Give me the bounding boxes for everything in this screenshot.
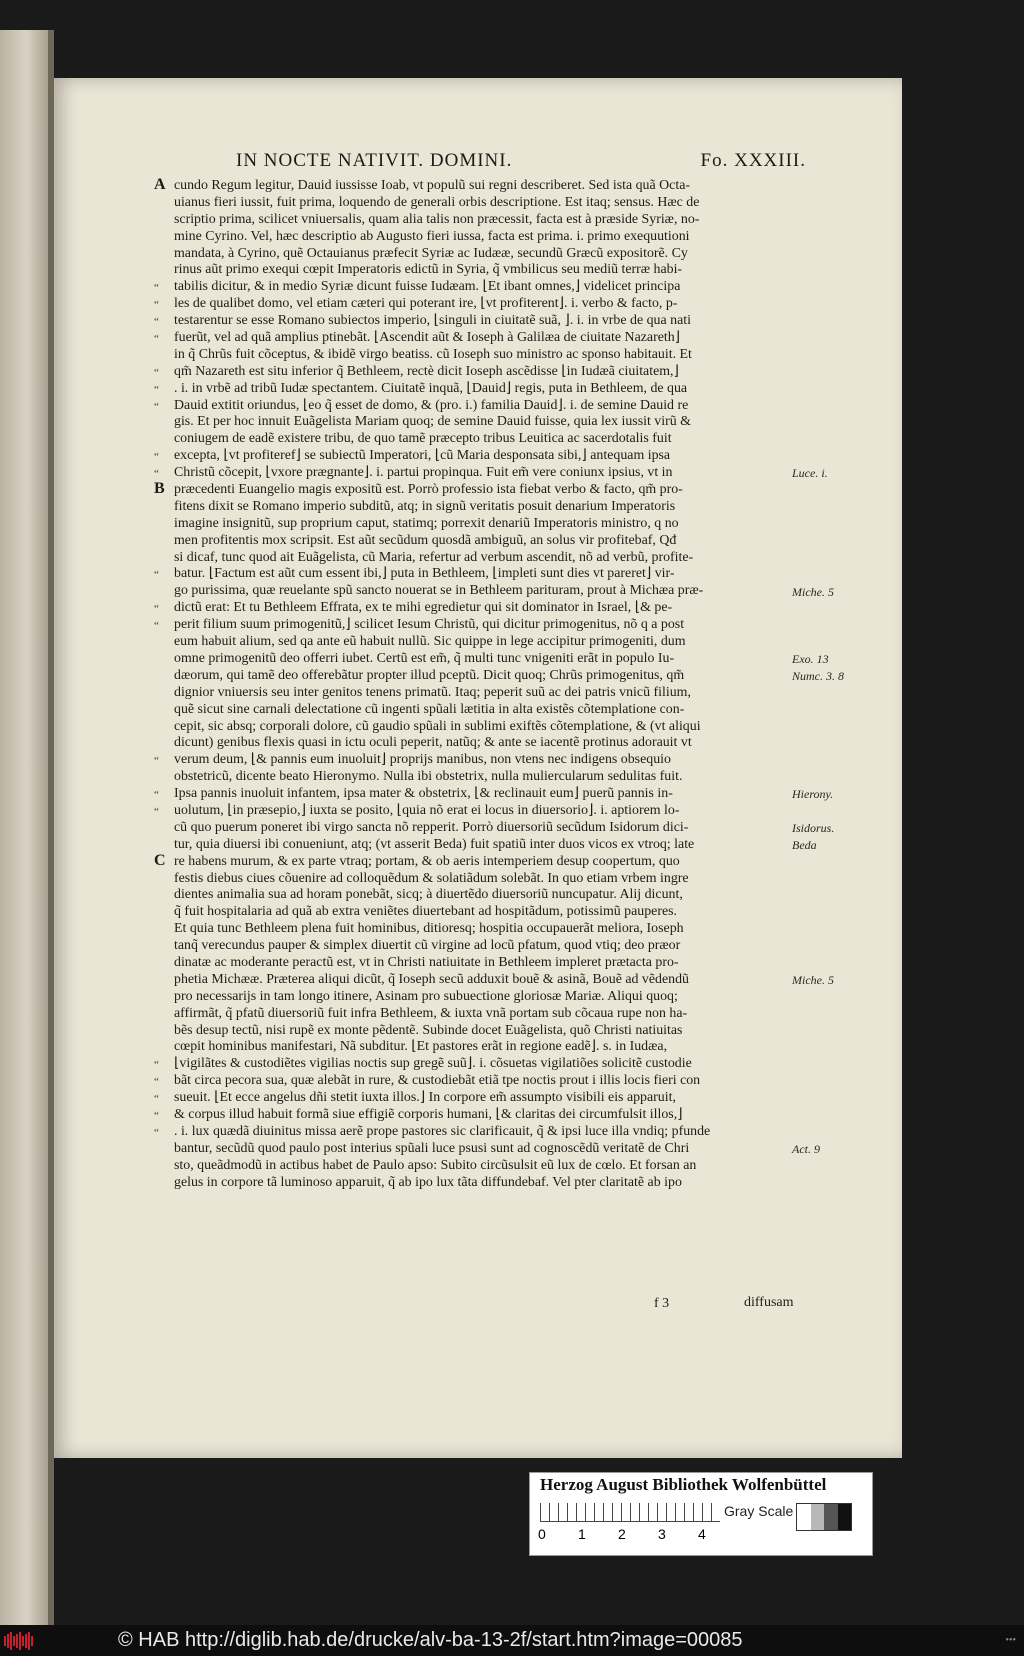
text-line: [116, 719, 766, 736]
quote-mark: “: [154, 1076, 159, 1089]
quote-mark: “: [154, 569, 159, 582]
marginal-note: Act. 9: [792, 1142, 820, 1157]
quote-mark: “: [154, 1126, 159, 1139]
text-line: [116, 398, 766, 415]
line-text: & corpus illud habuit formã siue effigiẽ corporis humani, ⌊& claritas dei circumfulsit illos,⌋: [174, 1106, 683, 1122]
line-text: excepta, ⌊vt profiteref⌋ se subiectũ Imperatori, ⌊cũ Maria desponsata sibi,⌋ antequam ipsa: [174, 448, 671, 464]
line-text: quẽ sicut sine carnali delectatione cũ ingenti spũali lætitia in alta existẽs cõtemplatione con-: [174, 701, 685, 717]
ruler-number: 2: [618, 1526, 626, 1542]
text-line: [116, 851, 766, 871]
text-line: [116, 769, 766, 786]
text-line: [116, 921, 766, 938]
text-line: [116, 752, 766, 769]
text-line: [116, 516, 766, 533]
quote-mark: “: [154, 1093, 159, 1106]
logo-bar: [31, 1636, 33, 1646]
text-line: [116, 465, 766, 482]
text-line: [116, 262, 766, 279]
line-text: men profitentis mox scripsit. Est aũt secũdum quosdã ambiguũ, an solus vir profitebaf, Qđ: [174, 532, 677, 548]
text-line: [116, 600, 766, 617]
logo-bar: [16, 1634, 18, 1648]
marginal-note: Exo. 13: [792, 652, 829, 667]
logo-bar: [7, 1634, 9, 1648]
gray-swatch: [838, 1504, 852, 1530]
quote-mark: “: [154, 451, 159, 464]
text-line: [116, 955, 766, 972]
line-text: coniugem de eadẽ existere tribu, de quo tamẽ præcepto tribus Leuitica ac sacerdotalis fuit: [174, 431, 672, 447]
logo-bar: [10, 1632, 12, 1650]
line-text: tanq̃ verecundus pauper & simplex diuertit cũ virgine ad locũ pfatum, quod vtiq; deo præor: [174, 938, 681, 954]
line-text: q̃ fuit hospitalaria ad quã ab extra veniẽtes diuertebant ad hospitãdum, potissimũ pauperes.: [174, 904, 678, 920]
line-text: cœpit hominibus manifestari, Nã subditur. ⌊Et pastores erãt in regione eadẽ⌋. s. in Iudæa,: [174, 1039, 668, 1055]
text-line: [116, 347, 766, 364]
line-text: bẽs desup tectũ, nisi rupẽ ex monte pẽdentẽ. Subinde docet Euãgelista, quõ Christi natiuitas: [174, 1022, 683, 1038]
marginal-note: Hierony.: [792, 787, 834, 802]
quote-mark: “: [154, 366, 159, 379]
text-line: [116, 1056, 766, 1073]
text-line: [116, 550, 766, 567]
logo-bar: [28, 1632, 30, 1650]
text-line: [116, 803, 766, 820]
line-text: tur, quia diuersi ibi conueniunt, atq; (vt asserit Beda) fuit spatiũ inter duos vicos ex vtroq; late: [174, 836, 695, 852]
line-text: perit filium suum primogenitũ,⌋ scilicet Iesum Christũ, qui dicitur primogenitus, nõ q a post: [174, 617, 685, 633]
section-letter: A: [154, 176, 166, 193]
line-text: ⌊vigilãtes & custodiẽtes vigilias noctis sup gregẽ suũ⌋. i. cõsuetas vigilatiões solicitẽ custodie: [174, 1056, 692, 1072]
text-line: [116, 1158, 766, 1175]
line-text: les de qualibet domo, vel etiam cæteri qui poterant ire, ⌊vt profiterent⌋. i. verbo & facto, p-: [174, 296, 678, 312]
line-text: . i. in vrbẽ ad tribũ Iudæ spectantem. Ciuitatẽ inquã, ⌊Dauid⌋ regis, puta in Bethleem, de qua: [174, 380, 688, 396]
line-text: bantur, secũdũ quod paulo post interius spũali luce psusi sunt ad cognoscẽdũ veritatẽ de Chri: [174, 1140, 690, 1156]
hab-logo-icon: [4, 1629, 48, 1653]
text-line: [116, 685, 766, 702]
text-line: [116, 364, 766, 381]
line-text: uianus fieri iussit, fuit prima, loquendo de generali orbis descriptione. Est itaq; sensus. Hæc de: [174, 194, 700, 210]
text-line: [116, 702, 766, 719]
line-text: dignior vniuersis seu inter genitos tenens primatũ. Itaq; peperit suũ ac dei patris vnicũ filium,: [174, 684, 691, 700]
text-line: [116, 820, 766, 837]
text-line: [116, 583, 766, 600]
quote-mark: “: [154, 299, 159, 312]
text-line: [116, 634, 766, 651]
text-line: [116, 1073, 766, 1090]
line-text: in q̃ Chrũs fuit cõceptus, & ibidẽ virgo beatiss. cũ Ioseph suo ministro ac sponso habitauit. Et: [174, 346, 692, 362]
text-line: [116, 330, 766, 347]
catchword: diffusam: [744, 1295, 794, 1310]
line-text: batur. ⌊Factum est aũt cum essent ibi,⌋ puta in Bethleem, ⌊impleti sunt dies vt pareret⌋ vir-: [174, 566, 675, 582]
quote-mark: “: [154, 468, 159, 481]
text-line: [116, 972, 766, 989]
line-text: omne primogenitũ deo offerri iubet. Certũ est em̃, q̃ multi tunc vnigeniti erãt in populo Iu-: [174, 650, 675, 666]
line-text: dæorum, qui tamẽ deo offerebãtur propter illud pceptũ. Dicit quoq; Chrũs primogenitus, qm̃: [174, 667, 685, 683]
quote-mark: “: [154, 805, 159, 818]
text-line: [116, 837, 766, 854]
line-text: testarentur se esse Romano subiectos imperio, ⌊singuli in ciuitatẽ suã, ⌋. i. in vrbe de qua nati: [174, 313, 691, 329]
logo-bar: [22, 1636, 24, 1646]
line-text: fuerũt, vel ad quã amplius ptinebãt. ⌊Ascendit aũt & Ioseph à Galilæa de ciuitate Nazareth⌋: [174, 330, 681, 346]
line-text: bãt circa pecora sua, quæ alebãt in rure, & custodiebãt etiã tpe noctis prout i illis locis fieri con: [174, 1073, 701, 1089]
quote-mark: “: [154, 282, 159, 295]
folio-number: Fo. XXXIII.: [700, 150, 806, 171]
line-text: cepit, sic absq; corporali dolore, cũ gaudio spũali in sublimi exiftẽs cõtemplatione, & (vt aliqui: [174, 718, 701, 734]
text-line: [116, 871, 766, 888]
text-line: [116, 1039, 766, 1056]
line-text: sueuit. ⌊Et ecce angelus dñi stetit iuxta illos.⌋ In corpore em̃ assumpto visibili eis apparuit,: [174, 1090, 676, 1106]
line-text: mine Cyrino. Vel, hæc descriptio ab Augusto fieri iussa, facta est prima. i. primo exequutioni: [174, 228, 690, 244]
gray-scale-label: Gray Scale: [724, 1503, 794, 1519]
line-text: dicunt) genibus flexis quasi in ictu oculi peperit, natũq; & ante se iacentẽ protinus adorauit vt: [174, 735, 692, 751]
signature-mark: f 3: [654, 1296, 670, 1311]
line-text: go purissima, quæ reuelante spũ sancto nouerat se in Bethleem parituram, prout à Michæa præ-: [174, 583, 704, 599]
marginal-note: Luce. i.: [792, 466, 828, 481]
line-text: cundo Regum legitur, Dauid iussisse Ioab, vt populũ sui regni describeret. Sed ista quã Octa-: [174, 178, 690, 193]
text-line: [116, 989, 766, 1006]
color-calibration-bar: [529, 1472, 873, 1556]
line-text: dictũ erat: Et tu Bethleem Effrata, ex te mihi egredietur qui sit dominator in Israel, ⌊& pe-: [174, 600, 673, 616]
footer-dots: •••: [1005, 1635, 1016, 1646]
text-line: [116, 381, 766, 398]
text-line: [116, 431, 766, 448]
line-text: rinus aũt primo exequi cœpit Imperatoris edictũ in Syria, q̃ vmbilicus seu mediũ terræ habi-: [174, 262, 683, 278]
line-text: re habens murum, & ex parte vtraq; portam, & ob aeris intemperiem desup coopertum, quo: [174, 853, 680, 869]
quote-mark: “: [154, 1109, 159, 1122]
text-line: [116, 1023, 766, 1040]
line-text: uolutum, ⌊in præsepio,⌋ iuxta se posito, ⌊quia nõ erat ei locus in diuersorio⌋. i. aptiorem lo-: [174, 802, 680, 818]
quote-mark: “: [154, 755, 159, 768]
line-text: sto, queãdmodũ in actibus habet de Paulo apso: Subito circũsulsit eũ lux de cœlo. Et forsan an: [174, 1157, 697, 1173]
text-line: [116, 566, 766, 583]
gray-swatch: [824, 1504, 838, 1530]
quote-mark: “: [154, 1059, 159, 1072]
gray-swatches: [796, 1503, 852, 1531]
text-line: [116, 887, 766, 904]
marginal-note: Miche. 5: [792, 973, 834, 988]
line-text: fitens dixit se Romano imperio subditũ, atq; in signũ veritatis posuit denarium Imperatoris: [174, 498, 676, 514]
line-text: imagine insignitũ, sup proprium caput, statimq; porrexit denariũ Imperatoris ministro, q no: [174, 515, 679, 531]
line-text: tabilis dicitur, & in medio Syriæ dicunt fuisse Iudæam. ⌊Et ibant omnes,⌋ videlicet principa: [174, 279, 681, 295]
quote-mark: “: [154, 603, 159, 616]
marginal-note: Miche. 5: [792, 584, 834, 599]
text-line: [116, 279, 766, 296]
text-line: [116, 786, 766, 803]
ruler-number: 0: [538, 1526, 546, 1542]
marginal-note: Beda: [792, 838, 817, 853]
ruler-number: 4: [698, 1526, 706, 1542]
line-text: . i. lux quædã diuinitus missa aerẽ prope pastores sic clarificauit, q̃ & ipsi luce illa vndiq; pfunde: [174, 1123, 711, 1139]
text-line: [116, 1090, 766, 1107]
footer-url-text[interactable]: © HAB http://diglib.hab.de/drucke/alv-ba-13-2f/start.htm?image=00085: [118, 1629, 743, 1651]
text-line: [116, 904, 766, 921]
quote-mark: “: [154, 620, 159, 633]
text-line: [116, 195, 766, 212]
facing-page-edge: [0, 30, 48, 1625]
text-line: [116, 246, 766, 263]
marginal-note: Numc. 3. 8: [792, 669, 844, 684]
text-line: [116, 499, 766, 516]
text-line: [116, 1175, 766, 1192]
text-line: [116, 1006, 766, 1023]
scale-ruler: [540, 1503, 720, 1522]
line-text: eum habuit alium, sed qa ante eũ habuit nullũ. Sic quippe in lege accipitur primogeniti, dum: [174, 634, 686, 650]
quote-mark: “: [154, 789, 159, 802]
text-line: [116, 1107, 766, 1124]
line-text: festis diebus ciues cõuenire ad colloquẽdum & solatiãdum solebãt. In quo etiam vrbem ingre: [174, 870, 689, 886]
quote-mark: “: [154, 400, 159, 413]
text-line: [116, 651, 766, 668]
text-line: [116, 533, 766, 550]
logo-bar: [25, 1634, 27, 1648]
line-text: gelus in corpore tã luminoso apparuit, q̃ ab ipo lux tãta diffundebaf. Vel pter claritatẽ ab ipo: [174, 1174, 682, 1190]
line-text: scriptio prima, scilicet vniuersalis, quam alia talis non præcessit, facta est à præside Syriæ, no-: [174, 211, 700, 227]
text-line: [116, 938, 766, 955]
text-line: [116, 1124, 766, 1141]
running-head-title: IN NOCTE NATIVIT. DOMINI.: [236, 150, 513, 171]
text-line: [116, 414, 766, 431]
gray-swatch: [811, 1504, 825, 1530]
footer-bar: [0, 1625, 1024, 1656]
section-letter: C: [154, 851, 166, 869]
text-line: [116, 296, 766, 313]
line-text: dientes animalia sua ad horam ponebãt, sicq; à diuertẽdo diuersoriũ nuncupatur. Alij dicunt,: [174, 887, 683, 903]
text-line: [116, 212, 766, 229]
quote-mark: “: [154, 333, 159, 346]
quote-mark: “: [154, 383, 159, 396]
line-text: Et quia tunc Bethleem plena fuit hominibus, ditioresq; hospitia occupauerãt meliora, Ioseph: [174, 921, 684, 937]
text-line: [116, 617, 766, 634]
line-text: præcedenti Euangelio magis expositũ est. Porrò professio ista fiebat verbo & facto, qm̃ pro-: [174, 482, 683, 498]
text-line: [116, 482, 766, 499]
section-letter: B: [154, 480, 165, 498]
line-text: phetia Michææ. Præterea aliqui dicũt, q̃ Ioseph secũ adduxit bouẽ & asinã, Bouẽ ad vẽdendũ: [174, 971, 689, 987]
marginal-note: Isidorus.: [792, 821, 835, 836]
quote-mark: “: [154, 316, 159, 329]
text-line: [116, 229, 766, 246]
line-text: pro necessarijs in tam longo itinere, Asinam pro subuectione gloriosæ Mariæ. Aliqui quoq;: [174, 988, 678, 1004]
library-name: Herzog August Bibliothek Wolfenbüttel: [540, 1475, 827, 1494]
line-text: affirmãt, q̃ pfatũ diuersoriũ fuit infra Bethleem, & iuxta vnã portam sub cõcaua rupe non ha-: [174, 1005, 688, 1021]
text-line: [116, 1141, 766, 1158]
logo-bar: [13, 1636, 15, 1646]
line-text: si dicaf, tunc quod ait Euãgelista, cũ Maria, refertur ad verbum ascendit, nõ ad verbũ, profite-: [174, 549, 694, 565]
logo-bar: [4, 1636, 6, 1646]
line-text: obstetricũ, dicente beato Hieronymo. Nulla ibi obstetrix, nulla muliercularum sedulitas fuit.: [174, 769, 683, 785]
book-page: [54, 78, 902, 1458]
line-text: gis. Et per hoc innuit Euãgelista Mariam quoq; de semine Dauid fuisse, quia lex iussit virũ &: [174, 414, 691, 430]
text-line: [116, 178, 766, 195]
line-text: Ipsa pannis inuoluit infantem, ipsa mater & obstetrix, ⌊& reclinauit eum⌋ puerũ pannis in-: [174, 786, 673, 802]
gray-swatch: [797, 1504, 811, 1530]
line-text: mandata, à Cyrino, quẽ Octauianus præfecit Syriæ ac Iudææ, secundũ Græcũ expositorẽ. Cy: [174, 245, 688, 261]
ruler-number: 3: [658, 1526, 666, 1542]
line-text: Christũ cõcepit, ⌊vxore prægnante⌋. i. partui propinqua. Fuit em̃ vere coniunx ipsius, vt in: [174, 465, 673, 481]
logo-bar: [19, 1632, 21, 1650]
text-line: [116, 668, 766, 685]
line-text: qm̃ Nazareth est situ inferior q̃ Bethleem, rectè dicit Ioseph ascẽdisse ⌊in Iudæã ciuitatem,⌋: [174, 363, 679, 379]
line-text: dinatæ ac moderante peractũ est, vt in Christi natiuitate in Bethleem impleret prætacta pro-: [174, 954, 679, 970]
text-line: [116, 448, 766, 465]
main-text-block: [116, 178, 766, 1191]
text-line: [116, 313, 766, 330]
line-text: verum deum, ⌊& pannis eum inuoluit⌋ proprijs manibus, non vtens nec indigens obsequio: [174, 752, 671, 768]
ruler-number: 1: [578, 1526, 586, 1542]
text-line: [116, 735, 766, 752]
line-text: Dauid extitit oriundus, ⌊eo q̃ esset de domo, & (pro. i.) familia Dauid⌋. i. de semine Dauid re: [174, 397, 689, 413]
line-text: cũ quo puerum poneret ibi virgo sancta nõ repperit. Porrò diuersoriũ secũdum Isidorum dici-: [174, 819, 689, 835]
